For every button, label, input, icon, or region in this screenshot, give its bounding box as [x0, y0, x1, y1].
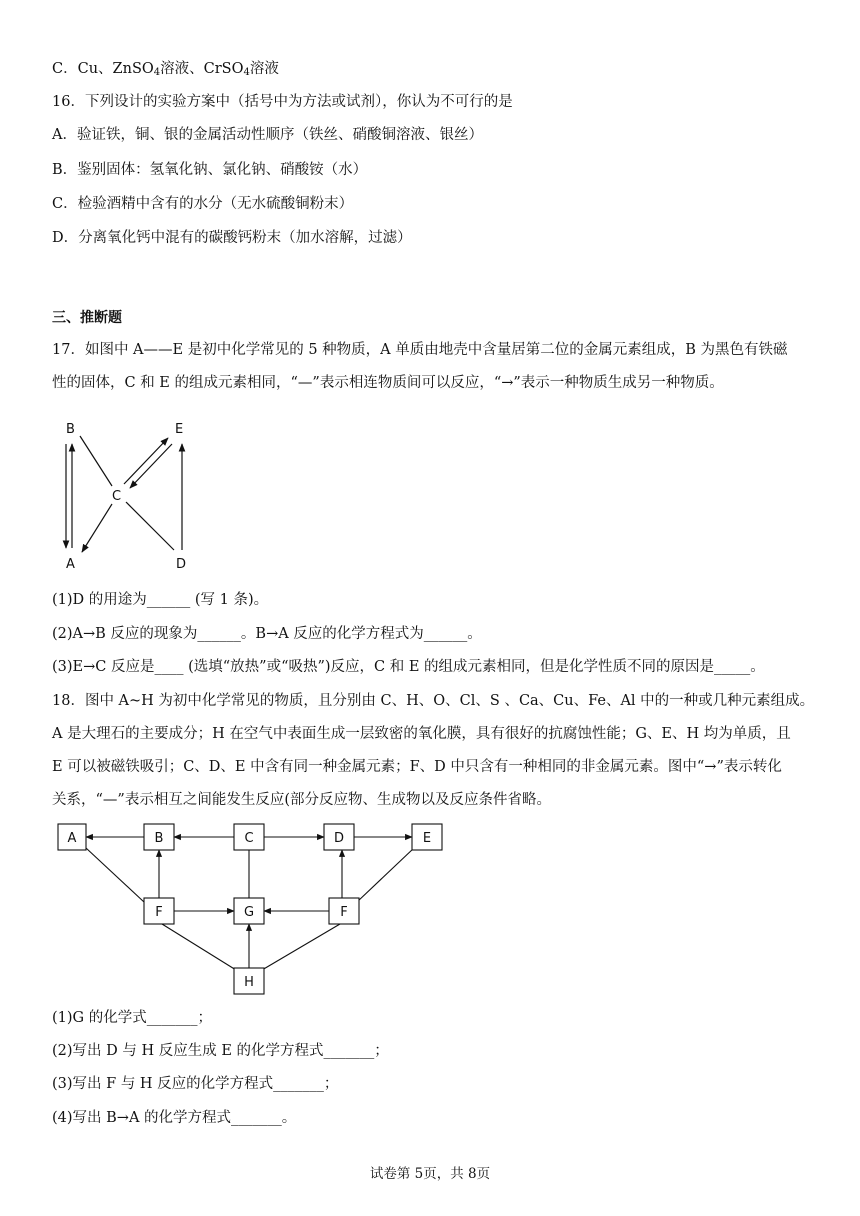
q18-stem-line4: 关系，“—”表示相互之间能发生反应(部分反应物、生成物以及反应条件省略。 — [52, 792, 551, 808]
q18-part2: (2)写出 D 与 H 反应生成 E 的化学方程式_______； — [52, 1043, 389, 1059]
q18-node-g: G — [243, 905, 255, 920]
q18-stem-line3: E 可以被磁铁吸引；C、D、E 中含有同一种金属元素；F、D 中只含有一种相同的非金属元素。图中“→”表示转化 — [52, 759, 782, 775]
q18-node-e: E — [422, 831, 432, 846]
q18-node-b: B — [154, 831, 164, 846]
q17-stem-line2: 性的固体，C 和 E 的组成元素相同，“—”表示相连物质间可以反应，“→”表示一种物质生成另一种物质。 — [52, 375, 724, 391]
q18-diagram — [52, 818, 452, 998]
q18-node-c: C — [244, 831, 254, 846]
q17-node-d: D — [176, 557, 187, 572]
q16-stem: 16．下列设计的实验方案中（括号中为方法或试剂），你认为不可行的是 — [52, 94, 513, 110]
q17-node-a: A — [66, 557, 75, 572]
q17-part2: (2)A→B 反应的现象为______。B→A 反应的化学方程式为______。 — [52, 626, 482, 642]
q18-node-d: D — [333, 831, 345, 846]
q16-option-a: A．验证铁，铜、银的金属活动性顺序（铁丝、硝酸铜溶液、银丝） — [52, 127, 483, 143]
q18-part1: (1)G 的化学式_______； — [52, 1010, 212, 1026]
q16-option-c: C．检验酒精中含有的水分（无水硫酸铜粉末） — [52, 196, 354, 212]
q18-node-f-right: F — [340, 905, 348, 920]
q18-stem-line1: 18．图中 A~H 为初中化学常见的物质，且分别由 C、H、O、Cl、S 、Ca、Cu、Fe、Al 中的一种或几种元素组成。 — [52, 693, 815, 709]
q17-part3: (3)E→C 反应是____ (选填“放热”或“吸热”)反应，C 和 E 的组成元素相同，但是化学性质不同的原因是_____。 — [52, 659, 765, 675]
q18-part3: (3)写出 F 与 H 反应的化学方程式_______； — [52, 1076, 339, 1092]
q17-diagram — [52, 414, 212, 576]
q18-stem-line2: A 是大理石的主要成分；H 在空气中表面生成一层致密的氧化膜，具有很好的抗腐蚀性能；G、E、H 均为单质，且 — [52, 726, 791, 742]
q17-part1: (1)D 的用途为______ (写 1 条)。 — [52, 592, 269, 608]
q17-node-c: C — [112, 489, 122, 504]
q16-option-d: D．分离氧化钙中混有的碳酸钙粉末（加水溶解，过滤） — [52, 230, 412, 246]
q17-node-b: B — [66, 422, 75, 437]
section-heading: 三、推断题 — [52, 310, 122, 326]
q18-node-f-left: F — [155, 905, 163, 920]
q17-node-e: E — [175, 422, 184, 437]
q18-node-a: A — [67, 831, 77, 846]
q18-part4: (4)写出 B→A 的化学方程式_______。 — [52, 1110, 297, 1126]
q16-option-b: B．鉴别固体：氢氧化钠、氯化钠、硝酸铵（水） — [52, 162, 368, 178]
q18-node-h: H — [244, 975, 254, 990]
q15-option-c: C．Cu、ZnSO$_4$溶液、CrSO$_4$溶液 — [52, 61, 279, 78]
page-footer: 试卷第 5页，共 8页 — [369, 1166, 491, 1182]
q17-stem-line1: 17．如图中 A——E 是初中化学常见的 5 种物质，A 单质由地壳中含量居第二位的金属元素组成，B 为黑色有铁磁 — [52, 342, 788, 358]
